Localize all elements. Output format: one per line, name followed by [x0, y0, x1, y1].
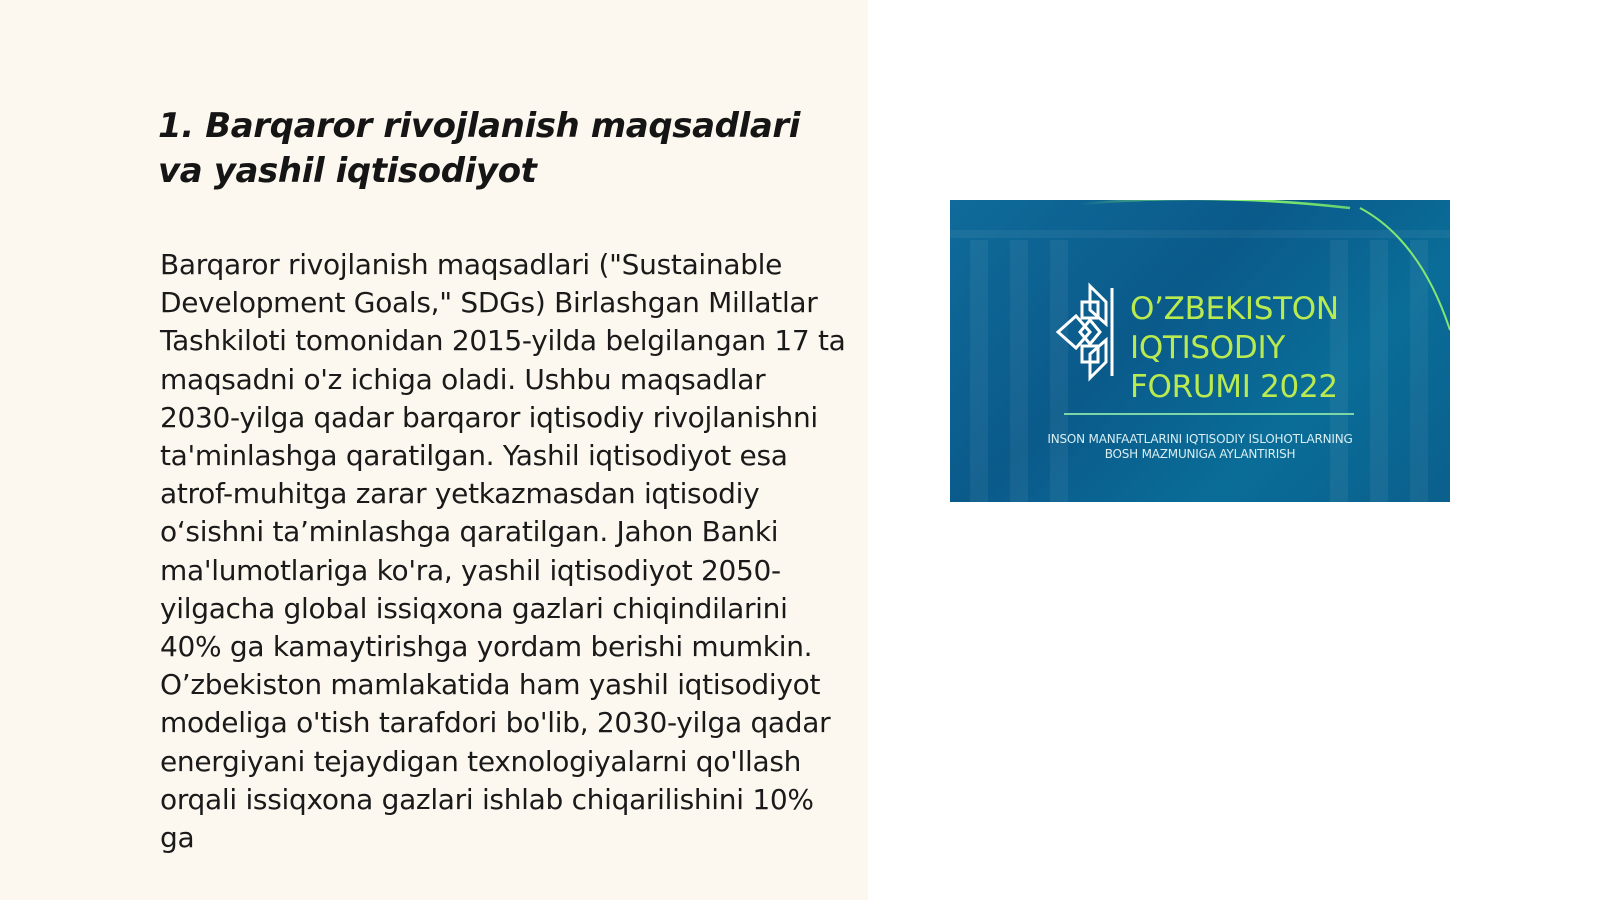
star-emblem-icon	[1054, 280, 1126, 384]
forum-banner-image	[950, 200, 1450, 502]
banner-subtitle-line2: BOSH MAZMUNIGA AYLANTIRISH	[1104, 447, 1296, 461]
slide-body-text: Barqaror rivojlanish maqsadlari ("Sustainable Development Goals," SDGs) Birlashgan Millatlar Tashkiloti tomonidan 2015-yilda belgilangan 17 ta maqsadni o'z ichiga oladi. Ushbu maqsadlar 2030-yilga qadar barqaror iqtisodiy rivojlanishni ta'minlashga qaratilgan. Yashil iqtisodiyot esa atrof-muhitga zarar yetkazmasdan iqtisodiy o‘sishni ta’minlashga qaratilgan. Jahon Banki ma'lumotlariga ko'ra, yashil iqtisodiyot 2050-yilgacha global issiqxona gazlari chiqindilarini 40% ga kamaytirishga yordam berishi mumkin. O’zbekiston mamlakatida ham yashil iqtisodiyot modeliga o'tish tarafdori bo'lib, 2030-yilga qadar energiyani tejaydigan texnologiyalarni qo'llash orqali issiqxona gazlari ishlab chiqarilishini 10% ga	[160, 248, 846, 855]
slide-heading: 1. Barqaror rivojlanish maqsadlari va yashil iqtisodiyot	[158, 106, 801, 191]
banner-title-line1: O’ZBEKISTON	[1130, 291, 1339, 327]
banner-title	[1130, 290, 1339, 407]
banner-subtitle	[1020, 432, 1380, 462]
banner-title-line2: IQTISODIY	[1130, 330, 1285, 366]
banner-divider	[1064, 413, 1354, 415]
banner-title-line3: FORUMI 2022	[1130, 369, 1338, 405]
banner-subtitle-line1: INSON MANFAATLARINI IQTISODIY ISLOHOTLARNING	[1047, 432, 1353, 446]
